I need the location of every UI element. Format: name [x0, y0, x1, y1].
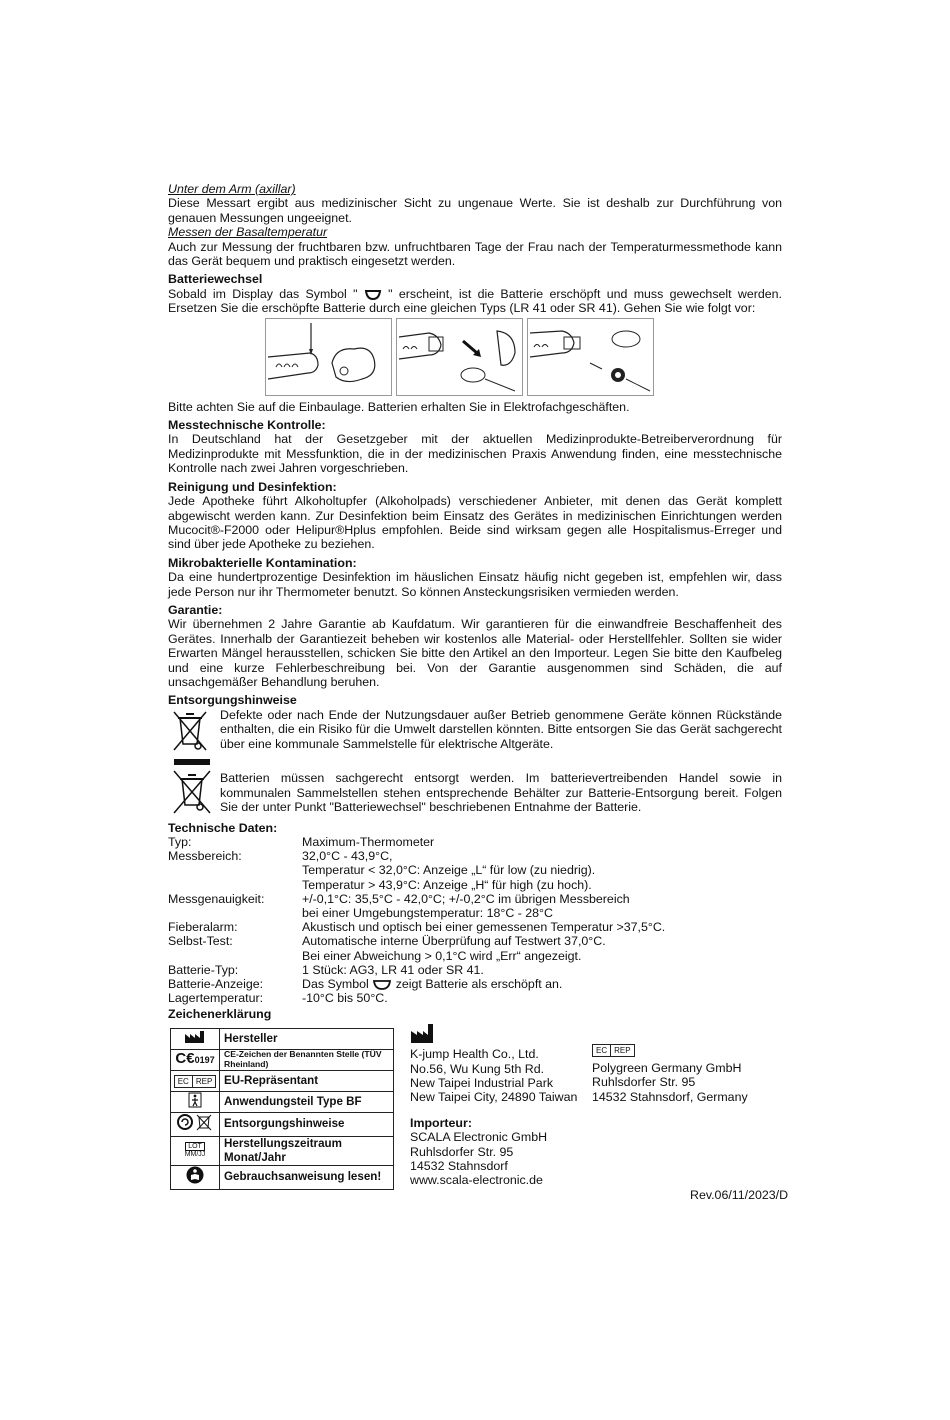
manufacturer-address: K-jump Health Co., Ltd. No.56, Wu Kung 5th Rd. New Taipei Industrial Park New Taipei City, 24890 Taiwan [410, 1022, 577, 1105]
crossed-bin-icon [168, 708, 212, 752]
lot-icon: LOT MM/JJ [171, 1136, 220, 1166]
disposal-icon [177, 1113, 213, 1131]
ec-rep-icon: EC REP [174, 1075, 217, 1088]
tech-value: Temperatur > 43,9°C: Anzeige „H“ für high (zu hoch). [302, 877, 592, 892]
battery-change-illustrations [265, 318, 782, 396]
tech-label: Lagertemperatur: [168, 991, 264, 1006]
basal-text: Auch zur Messung der fruchtbaren bzw. unfruchtbaren Tage der Frau nach der Temperaturmessmethode kann das Gerät bequem und praktisch eingesetzt werden. [168, 239, 782, 269]
tech-value: Automatische interne Überprüfung auf Testwert 37,0°C. [302, 934, 606, 949]
symbol-label: Entsorgungshinweise [220, 1113, 394, 1136]
basal-heading: Messen der Basaltemperatur [168, 225, 328, 240]
symbol-label: Gebrauchsanweisung lesen! [220, 1166, 394, 1189]
disposal-devices-text: Defekte oder nach Ende der Nutzungsdauer außer Betrieb genommene Geräte können Rückstände enthalten, die ein Risiko für die Umwelt darstellen könnten. Bitte entsorgen Sie das Gerät sachgerecht über eine kommunale Sammelstelle für elektrische Altgeräte. [220, 707, 782, 751]
tech-heading: Technische Daten: [168, 820, 278, 835]
table-row [171, 1070, 394, 1091]
type-bf-icon [188, 1092, 202, 1108]
revision-label: Rev.06/11/2023/D [690, 1187, 789, 1202]
table-row [171, 1113, 394, 1136]
control-heading: Messtechnische Kontrolle: [168, 418, 326, 433]
tech-value: -10°C bis 50°C. [302, 991, 388, 1006]
table-row [171, 1136, 394, 1166]
tech-value: Akustisch und optisch bei einer gemessenen Temperatur >37,5°C. [302, 920, 666, 935]
disposal-batteries-text: Batterien müssen sachgerecht entsorgt werden. Im batterievertreibenden Handel sowie in kommunalen Sammelstellen stehen entsprechende Behälter zur Batterie-Entsorgung bereit. Folgen Sie der unter Punkt "Batteriewechsel" beschriebenen Entnahme der Batterie. [220, 771, 782, 814]
warranty-heading: Garantie: [168, 602, 223, 617]
contamination-text: Da eine hundertprozentige Desinfektion im häuslichen Einsatz häufig nicht gegeben ist, empfehlen wir, dass jede Person nur ihr Thermometer benutzt. So können Ansteckungsrisiken vermieden werden. [168, 570, 782, 599]
tech-value: Bei einer Abweichung > 0,1°C wird „Err“ angezeigt. [302, 948, 582, 963]
symbol-label: Herstellungszeitraum Monat/Jahr [220, 1136, 394, 1166]
axillar-text: Diese Messart ergibt aus medizinischer Sicht zu ungenaue Werte. Sie ist deshalb zur Durchführung von genauen Messungen ungeeignet. [168, 196, 782, 225]
symbol-label: Anwendungsteil Type BF [220, 1091, 394, 1112]
battery-empty-icon [372, 979, 392, 991]
disposal-batteries [168, 759, 782, 818]
tech-label: Fieberalarm: [168, 920, 238, 935]
battery-note: Bitte achten Sie auf die Einbaulage. Batterien erhalten Sie in Elektrofachgeschäften. [168, 399, 630, 414]
control-text: In Deutschland hat der Gesetzgeber mit der aktuellen Medizinprodukte-Betreiberverordnung für Medizinprodukte mit Messfunktion, die in der medizinischen Praxis Anwendung finden, eine messtechnische Kontrolle nach zwei Jahren vorgeschrieben. [168, 432, 782, 476]
eu-representative-address: EC REP Polygreen Germany GmbH Ruhlsdorfer Str. 95 14532 Stahnsdorf, Germany [592, 1045, 748, 1104]
tech-value: +/-0,1°C: 35,5°C - 42,0°C; +/-0,2°C im übrigen Messbereich [302, 891, 630, 906]
symbols-table [170, 1028, 394, 1190]
read-manual-icon [186, 1166, 204, 1184]
battery-step-3-illustration [527, 318, 654, 396]
tech-spec-table [168, 835, 782, 1005]
instruction-page [168, 182, 789, 1202]
tech-label: Batterie-Anzeige: [168, 977, 264, 992]
battery-empty-icon [364, 289, 382, 301]
symbols-heading: Zeichenerklärung [168, 1007, 272, 1022]
tech-value: Maximum-Thermometer [302, 835, 435, 849]
axillar-heading: Unter dem Arm (axillar) [168, 182, 296, 196]
tech-label: Typ: [168, 835, 192, 849]
importer-address: Importeur: SCALA Electronic GmbH Ruhlsdorfer Str. 95 14532 Stahnsdorf www.scala-electronic.de [410, 1115, 548, 1188]
battery-change-heading: Batteriewechsel [168, 272, 263, 287]
contamination-heading: Mikrobakterielle Kontamination: [168, 555, 357, 570]
tech-value: 32,0°C - 43,9°C, [302, 849, 393, 864]
table-row [171, 1091, 394, 1112]
tech-label: Batterie-Typ: [168, 962, 239, 977]
symbol-label: EU-Repräsentant [220, 1070, 394, 1091]
battery-step-1-illustration [265, 318, 392, 396]
crossed-bin-battery-icon [168, 759, 216, 815]
table-row [171, 1166, 394, 1189]
table-row [171, 1049, 394, 1070]
symbols-section [168, 1022, 789, 1202]
table-row [171, 1028, 394, 1049]
battery-step-2-illustration [396, 318, 523, 396]
tech-label: Selbst-Test: [168, 934, 233, 949]
manufacturer-icon [184, 1030, 206, 1044]
ec-rep-icon: EC REP [592, 1044, 635, 1057]
tech-value: Temperatur < 32,0°C: Anzeige „L“ für low (zu niedrig). [302, 863, 596, 878]
warranty-text: Wir übernehmen 2 Jahre Garantie ab Kaufdatum. Wir garantieren für die einwandfreie Beschaffenheit des Gerätes. Innerhalb der Garantiezeit beheben wir kostenlos alle Material- oder Herstellfehler. Sollten sie wider Erwarten Mängel herausstellen, schicken Sie bitte den Artikel an den Importeur. Legen Sie bitte den Kaufbeleg und eine kurze Fehlerbeschreibung bei. Von der Garantie ausgenommen sind Schäden, die auf unsachgemäßer Behandlung beruhen. [168, 617, 782, 689]
tech-value: 1 Stück: AG3, LR 41 oder SR 41. [302, 962, 484, 977]
tech-label: Messbereich: [168, 849, 242, 864]
ce-mark-icon: C€0197 [171, 1049, 220, 1070]
tech-value: Das Symbol zeigt Batterie als erschöpft an. [302, 977, 563, 992]
symbol-label: CE-Zeichen der Benannten Stelle (TÜV Rheinland) [220, 1049, 394, 1070]
cleaning-heading: Reinigung und Desinfektion: [168, 479, 337, 494]
disposal-heading: Entsorgungshinweise [168, 693, 297, 708]
disposal-devices [168, 708, 782, 755]
manufacturer-icon [410, 1022, 434, 1044]
symbol-label: Hersteller [220, 1028, 394, 1049]
tech-label: Messgenauigkeit: [168, 891, 265, 906]
cleaning-text: Jede Apotheke führt Alkoholtupfer (Alkoholpads) verschiedener Anbieter, mit denen das Gerät komplett abgewischt werden kann. Zur Desinfektion beim Einsatz des Gerätes in medizinischen Einrichtungen werden Mucocit®-F2000 oder Helipur®Hplus empfohlen. Beide sind wirksam gegen alle Hospitalismus-Erreger und sind über jede Apotheke zu beziehen. [168, 494, 782, 552]
battery-change-text: Sobald im Display das Symbol " " erscheint, ist die Batterie erschöpft und muss gewechselt werden. Ersetzen Sie die erschöpfte Batterie durch eine gleichen Typs (LR 41 oder SR 41). Gehen Sie wie folgt vor: [168, 286, 782, 316]
tech-value: bei einer Umgebungstemperatur: 18°C - 28°C [302, 906, 553, 921]
